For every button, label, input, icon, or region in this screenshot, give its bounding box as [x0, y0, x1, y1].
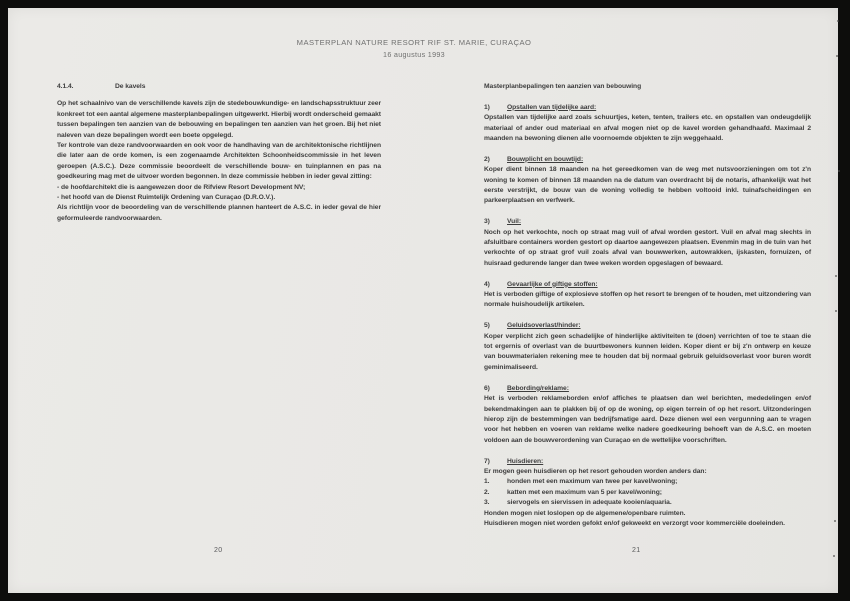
clause-number: 3) [484, 218, 490, 226]
pet-rule-number: 1. [484, 478, 490, 486]
paper-speck [835, 275, 837, 277]
page-number-right: 21 [632, 547, 641, 554]
clause-gevaarlijke-stoffen [484, 280, 811, 311]
clause-number: 2) [484, 155, 490, 163]
clause-body: Koper dient binnen 18 maanden na het gereedkomen van de weg met nutsvoorzieningen om tot z'n woning te komen of binnen 18 maanden na de datum van overdracht bij de notaris, afhankelijk wat het eerste verstrijkt, de bouw van de woning volledig te hebben voltooid inkl. tuinafscheidingen en parkeerplaatsen en verfwerk. [484, 166, 811, 205]
paper-speck [836, 55, 838, 57]
paper-speck [838, 170, 840, 172]
document-page [8, 8, 838, 593]
clause-heading-text: Gevaarlijke of giftige stoffen: [507, 280, 598, 288]
clause-vuil [484, 217, 811, 269]
pet-rule-text: siervogels en siervissen in adequate kooien/aquaria. [507, 499, 672, 507]
paper-speck [833, 555, 835, 557]
left-column [57, 82, 381, 224]
pet-rule-katten [484, 488, 811, 498]
section-heading [57, 82, 381, 92]
pet-rule-siervogels [484, 498, 811, 508]
clause-heading-text: Geluidsoverlast/hinder: [507, 322, 581, 330]
clause-body: Het is verboden reklameborden en/of affiches te plaatsen dan wel berichten, mededelingen en/of bekendmakingen aan te plakken bij of op de woning, op eigen terrein of op het resort. Uitzonderingen hierop zijn de bestemmingen van bedrijfsmatige aard. Deze dienen wel een vergunning aan te vragen voor het hebben en voeren van reklame welke nadere goedkeuring behoeft van de A.S.C. en moeten voldoen aan de bouwverordening van Curaçao en de wettelijke voorschriften. [484, 395, 811, 444]
clause-geluidsoverlast [484, 321, 811, 373]
list-item-hoofdarchitekt: - de hoofdarchitekt die is aangewezen door de Rifview Resort Development NV; [57, 183, 306, 191]
clause-heading [484, 103, 811, 113]
clause-body: Opstallen van tijdelijke aard zoals schuurtjes, keten, tenten, trailers etc. en opstallen van ondeugdelijk materiaal of ander oud materiaal en afval mogen niet op de kavel worden gehandhaafd. Maximaal 2 maanden na bewoning dienen alle voornoemde objekten te zijn weggehaald. [484, 114, 811, 143]
list-item-drov: - het hoofd van de Dienst Ruimtelijk Ordening van Curaçao (D.R.O.V.). [57, 194, 276, 202]
clause-heading-text: Vuil: [507, 218, 521, 226]
clause-intro: Er mogen geen huisdieren op het resort gehouden worden anders dan: [484, 467, 707, 475]
document-title: MASTERPLAN NATURE RESORT RIF ST. MARIE, CURAÇAO [296, 38, 532, 47]
pet-rule-number: 3. [484, 499, 490, 507]
clause-huisdieren [484, 457, 811, 530]
section-title: De kavels [115, 83, 146, 90]
pet-note-fokken: Huisdieren mogen niet worden gefokt en/of gekweekt en verzorgt voor kommerciële doeleinden. [484, 519, 785, 527]
clause-heading [484, 280, 811, 290]
clause-bebording [484, 384, 811, 446]
pet-rule-text: katten met een maximum van 5 per kavel/woning; [507, 488, 662, 496]
bepalingen-title: Masterplanbepalingen ten aanzien van bebouwing [484, 83, 642, 90]
page-number-left: 20 [214, 547, 223, 554]
pet-note-loslopen: Honden mogen niet loslopen op de algemene/openbare ruimten. [484, 509, 686, 517]
pet-rule-number: 2. [484, 488, 490, 496]
clause-heading [484, 384, 811, 394]
paper-speck [837, 20, 839, 22]
pet-rule-text: honden met een maximum van twee per kavel/woning; [507, 478, 678, 486]
paragraph-kavels-3: Als richtlijn voor de beoordeling van de verschillende plannen hanteert de A.S.C. in ieder geval de hier geformuleerde randvoorwaarden. [57, 204, 381, 222]
clause-heading-text: Bebording/reklame: [507, 384, 569, 392]
document-date: 16 augustus 1993 [383, 49, 445, 59]
clause-opstallen [484, 103, 811, 145]
clause-heading [484, 155, 811, 165]
clause-bouwplicht [484, 155, 811, 207]
section-number: 4.1.4. [57, 83, 74, 90]
clause-body: Koper verplicht zich geen schadelijke of hinderlijke aktiviteiten te (doen) verrichten of toe te staan die tot ergernis of overlast van de buurtbewoners kunnen leiden. Koper dient er bij z'n ontwerp en keuze van bouwmaterialen rekening mee te houden dat bij normaal gebruik geluidsoverlast voor buren wordt geminimaliseerd. [484, 332, 811, 371]
pet-rule-honden [484, 477, 811, 487]
clause-body: Noch op het verkochte, noch op straat mag vuil of afval worden gestort. Vuil en afval mag slechts in afsluitbare containers worden gestort op daartoe aangewezen plaatsen. Evenmin mag in de tuin van het verkochte of op straat grof vuil zoals afval van bouwwerken, autowrakken, ijskasten, fornuizen, of huisraad gedurende langer dan twee weken worden opgeslagen of bewaard. [484, 228, 811, 267]
right-column [484, 82, 811, 529]
clause-heading-text: Huisdieren: [507, 457, 544, 465]
clause-number: 4) [484, 280, 490, 288]
clause-heading-text: Bouwplicht en bouwtijd: [507, 155, 584, 163]
paper-speck [834, 520, 836, 522]
document-header [8, 38, 820, 59]
clause-number: 7) [484, 457, 490, 465]
clause-heading [484, 457, 811, 467]
clause-body: Het is verboden giftige of explosieve stoffen op het resort te brengen of te houden, met uitzondering van normale huishoudelijk artikelen. [484, 291, 811, 309]
clause-number: 5) [484, 322, 490, 330]
paper-speck [835, 310, 837, 312]
paragraph-kavels-1: Op het schaalnivo van de verschillende kavels zijn de stedebouwkundige- en landschapsstruktuur zeer konkreet tot een aantal algemene masterplanbepalingen uitgewerkt. Hierbij wordt onderscheid gemaakt tussen bepalingen ten aanzien van de bebouwing en bepalingen ten aanzien van het groen. Bij het niet naleven van deze bepalingen wordt een boete opgelegd. [57, 100, 381, 139]
paragraph-kavels-2: Ter kontrole van deze randvoorwaarden en ook voor de handhaving van de architektonische richtlijnen die later aan de orde komen, is een zogenaamde Architekten Schoonheidscommissie in het leven geroepen (A.S.C.). Deze commissie beoordeelt de verschillende bouw- en tuinplannen en pas na goedkeuring mag met de uitvoer worden begonnen. In deze commissie hebben in ieder geval zitting: [57, 142, 381, 181]
clause-number: 6) [484, 384, 490, 392]
clause-heading [484, 217, 811, 227]
clause-heading [484, 321, 811, 331]
clause-number: 1) [484, 103, 490, 111]
clause-heading-text: Opstallen van tijdelijke aard: [507, 103, 597, 111]
